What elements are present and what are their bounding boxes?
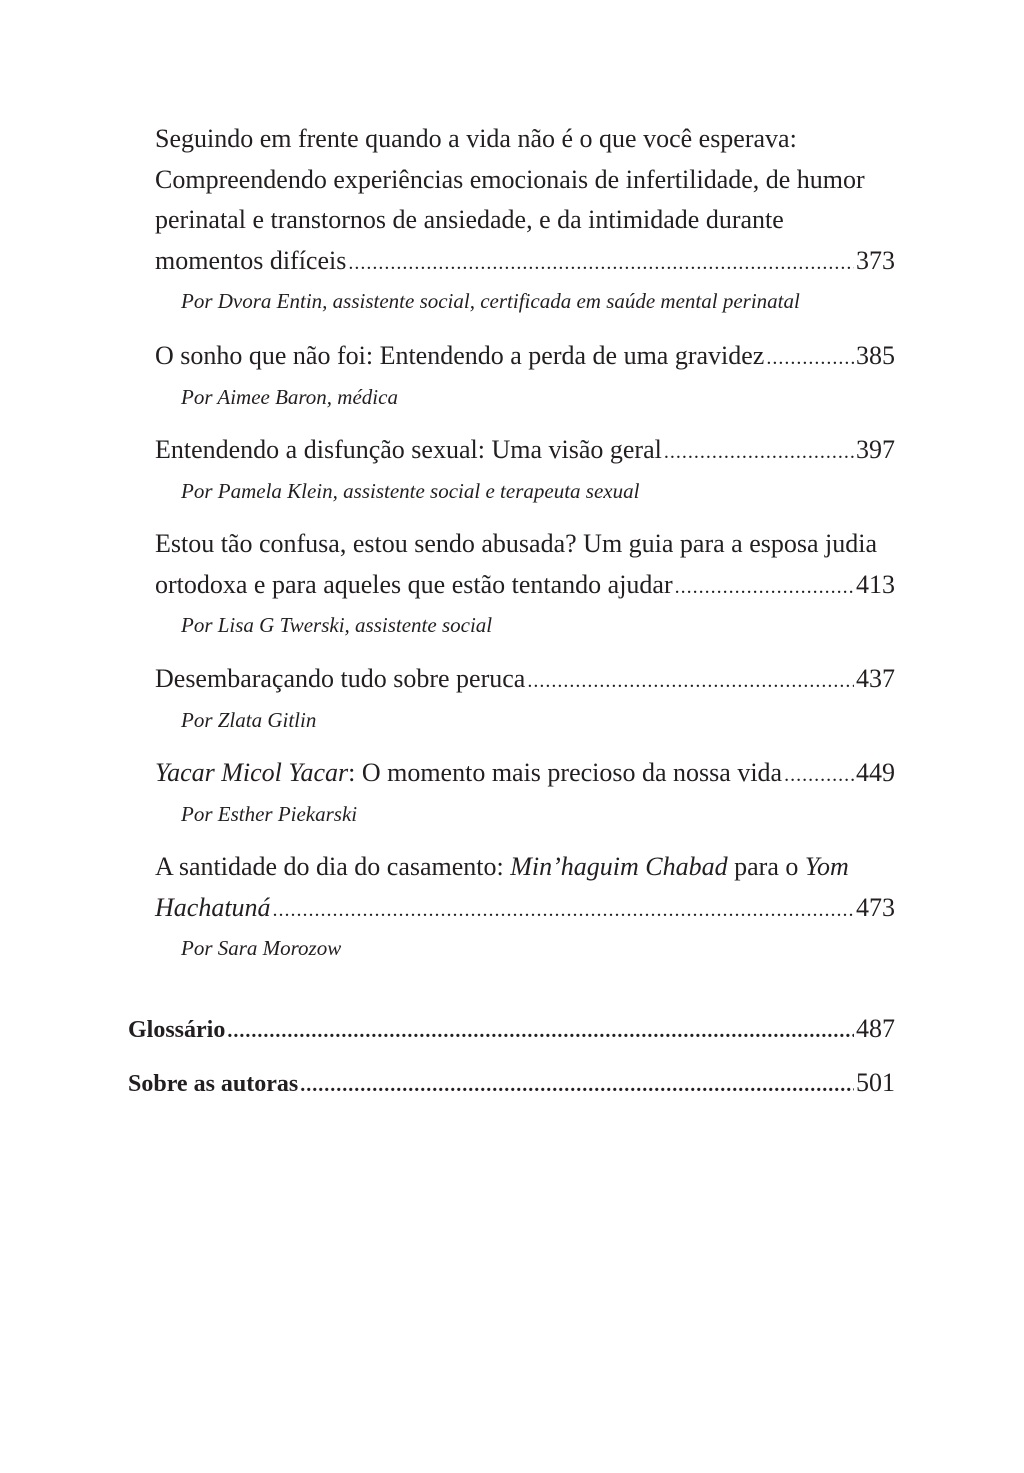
entry-title-line: momentos difíceis (155, 245, 347, 275)
back-matter-entry (128, 1063, 895, 1106)
page-number: 397 (856, 435, 895, 464)
entry-title-leader-line (155, 241, 895, 284)
entry-title-line: Seguindo em frente quando a vida não é o que você esperava: (155, 124, 797, 153)
entry-title-segment: A santidade do dia do casamento: (155, 852, 511, 881)
dot-leader (527, 661, 854, 702)
back-matter-leader-line (128, 1063, 895, 1106)
entry-title-line: Estou tão confusa, estou sendo abusada? Um guia para a esposa judia (155, 529, 878, 558)
entry-title-line: Compreendendo experiências emocionais de infertilidade, de humor (155, 164, 865, 194)
entry-title-line (155, 847, 895, 888)
toc-entry (155, 753, 895, 829)
toc-entry (155, 847, 895, 963)
dot-leader (300, 1065, 854, 1106)
dot-leader (675, 567, 854, 608)
dot-leader (273, 890, 854, 931)
entry-author: Por Sara Morozow (181, 936, 342, 960)
entry-author: Por Dvora Entin, assistente social, certificada em saúde mental perinatal (181, 289, 800, 313)
page-number: 413 (856, 569, 895, 599)
entry-title-italic: Yacar Micol Yacar (155, 758, 349, 787)
entry-title-line: Entendendo a disfunção sexual: Uma visão geral (155, 435, 662, 464)
dot-leader (784, 755, 854, 796)
entry-title-line: O sonho que não foi: Entendendo a perda de uma gravidez (155, 341, 765, 370)
page-number: 449 (856, 758, 895, 787)
page-number: 487 (856, 1014, 895, 1043)
entry-title-leader-line (155, 565, 895, 608)
entry-author: Por Lisa G Twerski, assistente social (181, 613, 493, 637)
entry-title-segment: para o (727, 852, 805, 881)
page-number: 437 (856, 664, 895, 693)
back-matter-label: Glossário (128, 1017, 226, 1043)
toc-entry (155, 119, 895, 316)
entry-title-line: perinatal e transtornos de ansiedade, e da intimidade durante (155, 205, 784, 234)
toc-entry (155, 659, 895, 735)
back-matter-entry (128, 1009, 895, 1052)
entry-title-line (155, 753, 782, 794)
entry-title-leader-line (155, 430, 895, 473)
dot-leader (227, 1011, 854, 1052)
page-number: 501 (856, 1068, 895, 1097)
entry-author: Por Pamela Klein, assistente social e terapeuta sexual (181, 478, 640, 503)
entry-title-italic: Hachatuná (155, 892, 271, 922)
dot-leader (766, 338, 854, 379)
entry-title-italic: Yom (804, 852, 849, 881)
entry-title-rest: : O momento mais precioso da nossa vida (348, 758, 783, 787)
entry-author: Por Aimee Baron, médica (181, 384, 398, 409)
toc-entry (155, 336, 895, 412)
dot-leader (664, 432, 854, 473)
page-number: 473 (856, 892, 895, 922)
back-matter-label: Sobre as autoras (128, 1071, 299, 1097)
entry-title-leader-line (155, 753, 895, 796)
entry-title-italic: Min’haguim Chabad (510, 852, 728, 881)
entry-author: Por Esther Piekarski (181, 801, 358, 826)
toc-entry (155, 524, 895, 640)
entry-title-line: Desembaraçando tudo sobre peruca (155, 664, 526, 693)
entry-title-leader-line (155, 659, 895, 702)
entry-title-line: ortodoxa e para aqueles que estão tentando ajudar (155, 569, 673, 599)
page-number: 373 (856, 245, 895, 275)
back-matter-leader-line (128, 1009, 895, 1052)
toc-entry (155, 430, 895, 506)
entry-title-leader-line (155, 336, 895, 379)
dot-leader (348, 243, 854, 284)
entry-author: Por Zlata Gitlin (181, 707, 317, 732)
page-number: 385 (856, 341, 895, 370)
entry-title-leader-line (155, 888, 895, 931)
